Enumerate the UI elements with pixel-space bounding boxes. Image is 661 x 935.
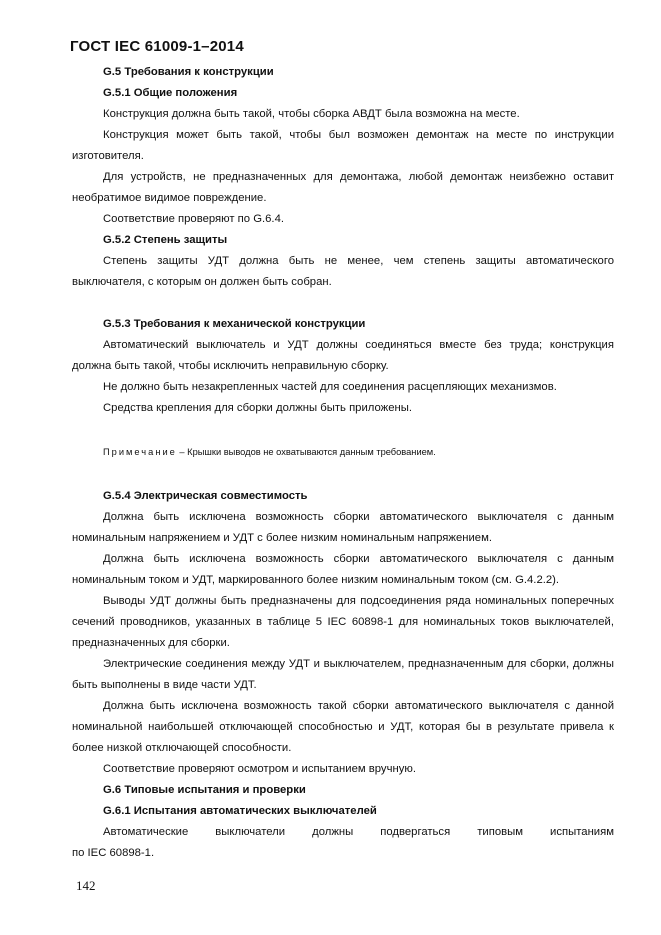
page-content xyxy=(72,62,614,864)
paragraph-line: Автоматические выключатели должны подвергаться типовым испытаниям xyxy=(103,826,614,838)
note-label: Примечание xyxy=(103,447,177,457)
paragraph: Конструкция должна быть такой, чтобы сборка АВДТ была возможна на месте. xyxy=(103,108,520,120)
paragraph: Для устройств, не предназначенных для демонтажа, любой демонтаж неизбежно оставит необратимое видимое повреждение. xyxy=(72,171,614,204)
section-heading-g5: G.5 Требования к конструкции xyxy=(103,66,274,78)
note-text: – Крышки выводов не охватываются данным требованием. xyxy=(176,447,436,457)
paragraph: Должна быть исключена возможность сборки автоматического выключателя с данным номинальным напряжением и УДТ с более низким номинальным напряжением. xyxy=(72,511,614,544)
paragraph: Не должно быть незакрепленных частей для соединения расцепляющих механизмов. xyxy=(103,381,557,393)
section-heading-g6-1: G.6.1 Испытания автоматических выключателей xyxy=(103,805,377,817)
paragraph: Степень защиты УДТ должна быть не менее, чем степень защиты автоматического выключателя, с которым он должен быть собран. xyxy=(72,255,614,288)
paragraph: Должна быть исключена возможность такой сборки автоматического выключателя с данной номинальной наибольшей отключающей способностью и УДТ, которая бы в результате привела к более низкой отключающей способности. xyxy=(72,700,614,754)
paragraph: Соответствие проверяют по G.6.4. xyxy=(103,213,284,225)
section-heading-g5-2: G.5.2 Степень защиты xyxy=(103,234,228,246)
paragraph: Конструкция может быть такой, чтобы был возможен демонтаж на месте по инструкции изготовителя. xyxy=(72,129,614,162)
paragraph: Электрические соединения между УДТ и выключателем, предназначенным для сборки, должны быть выполнены в виде части УДТ. xyxy=(72,658,614,691)
paragraph: Соответствие проверяют осмотром и испытанием вручную. xyxy=(103,763,416,775)
section-heading-g5-1: G.5.1 Общие положения xyxy=(103,87,238,99)
section-heading-g5-4: G.5.4 Электрическая совместимость xyxy=(103,490,308,502)
paragraph: Автоматический выключатель и УДТ должны соединяться вместе без труда; конструкция должна быть такой, чтобы исключить неправильную сборку. xyxy=(72,339,614,372)
paragraph: Средства крепления для сборки должны быть приложены. xyxy=(103,402,412,414)
paragraph-line: по IEC 60898-1. xyxy=(72,847,155,859)
section-heading-g5-3: G.5.3 Требования к механической конструкции xyxy=(103,318,366,330)
note xyxy=(72,442,614,463)
paragraph: Должна быть исключена возможность сборки автоматического выключателя с данным номинальным током и УДТ, маркированного более низким номинальным током (см. G.4.2.2). xyxy=(72,553,614,586)
paragraph: Выводы УДТ должны быть предназначены для подсоединения ряда номинальных поперечных сечений проводников, указанных в таблице 5 IEC 60898-1 для номинальных токов выключателей, предназначенных для сборки. xyxy=(72,595,614,649)
standard-title: ГОСТ IEC 61009-1–2014 xyxy=(70,38,244,55)
page-number: 142 xyxy=(76,878,96,893)
section-heading-g6: G.6 Типовые испытания и проверки xyxy=(103,784,306,796)
